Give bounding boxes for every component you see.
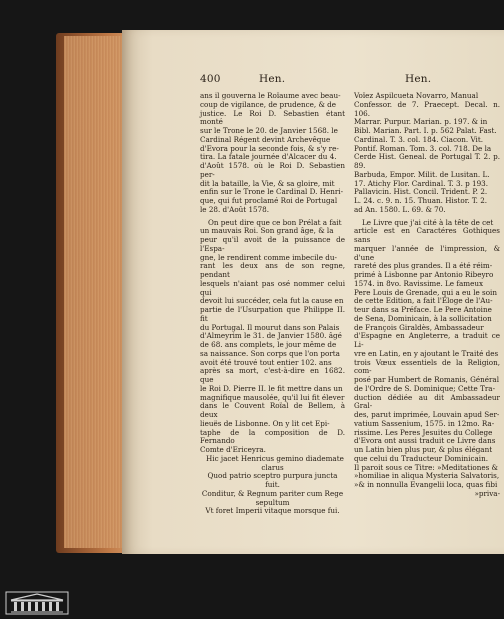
text-line: un mauvais Roi. Son grand âge, & la <box>200 226 334 236</box>
page-number: 400 <box>200 73 221 85</box>
text-line: 17. Atichy Flor. Cardinal. T. 3. p 193. <box>354 178 489 188</box>
text-line: dans le Couvent Roïal de Bellem, à deux <box>200 401 345 419</box>
text-line: posé par Humbert de Romanis, Général <box>354 375 499 384</box>
text-line: duction dédiée au dit Ambassadeur Gral- <box>354 392 500 411</box>
text-line: »homiliae in aliqua Mysteria Salvatoris, <box>354 471 500 481</box>
text-line: vre en Latin, en y ajoutant le Traité des <box>354 348 499 358</box>
text-line: d'Evora ont aussi traduit ce Livre dans <box>354 436 496 446</box>
text-line: le Roi D. Pierre II. le fit mettre dans un <box>200 383 343 393</box>
text-line: sa naissance. Son corps que l'on porta <box>200 348 340 358</box>
text-line: sur le Trone le 20. de Janvier 1568. le <box>200 126 338 135</box>
text-line: Bibl. Marian. Part. I. p. 562 Palat. Fast. <box>354 126 497 135</box>
epitaph-line: fuit. <box>265 480 280 489</box>
epitaph-line: Hic jacet Henricus gemino diademate <box>206 453 344 463</box>
text-line: devoit lui succéder, cela fut la cause en <box>200 296 344 306</box>
text-line: rissime. Les Peres Jesuites du College <box>354 427 493 437</box>
text-line: rareté des plus grandes. Il a été réim- <box>354 261 493 271</box>
library-logo-icon[interactable] <box>5 591 69 615</box>
text-line: On peut dire que ce bon Prélat a fait <box>208 217 342 227</box>
text-line: Cardinal Régent devint Archevêque <box>200 134 331 144</box>
text-line: article est en Caractéres Gothiques sans <box>354 226 500 244</box>
text-line: trois Vœux essentiels de la Religion, com- <box>354 357 500 376</box>
text-line: Marrar. Purpur. Marian. p. 197. & in <box>354 117 488 127</box>
text-line: partie de l'Usurpation que Philippe II. fit <box>200 305 345 323</box>
epitaph-line: Vt foret Imperii vitaque morsque fui. <box>205 506 340 516</box>
text-line: coup de vigilance, de prudence, & de <box>200 99 337 109</box>
text-line: justice. Le Roi D. Sebastien étant monté <box>200 108 345 127</box>
epitaph-line: Quod patrio sceptro purpura juncta <box>207 471 338 481</box>
epitaph-line: Conditur, & Regnum pariter cum Rege <box>201 488 344 498</box>
viewer-footer <box>0 588 504 618</box>
text-line: de 68. ans complets, le jour même de <box>200 340 337 349</box>
text-line: taphe de la composition de D. Fernando <box>200 427 345 446</box>
text-line: Cerde Hist. Geneal. de Portugal T. 2. p. 89. <box>354 152 500 170</box>
text-line: tira. La fatale journée d'Alcacer du 4. <box>200 152 337 162</box>
text-line: Pere Louis de Grenade, qui a eu le soin <box>354 287 497 297</box>
text-line: ad An. 1580. L. 69. & 70. <box>354 204 446 214</box>
text-line: ans il gouverna le Roïaume avec beau- <box>200 91 341 100</box>
text-line: lesquels n'aiant pas osé nommer celui qui <box>200 278 345 297</box>
text-line: d'Evora pour la seconde fois, & s'y re- <box>200 143 339 153</box>
text-line: de cette Edition, a fait l'Eloge de l'Au- <box>354 296 493 306</box>
running-head-left: Hen. <box>259 73 286 85</box>
text-line: avoit été trouvé tout entier 102. ans <box>200 357 332 367</box>
text-line: Il paroit sous ce Titre: »Meditationes & <box>354 462 498 472</box>
left-text-column <box>200 92 345 516</box>
text-line: teur dans sa Préface. Le Pere Antoine <box>354 305 492 314</box>
book-fore-edge <box>64 36 126 548</box>
text-line: que, qui fut proclamé Roi de Portugal <box>200 196 338 205</box>
text-line: Le Livre que j'ai cité à la tête de cet <box>362 217 494 227</box>
text-line: d'Août 1578. où le Roi D. Sebastien per- <box>200 161 345 179</box>
text-line: des, parut imprimée, Louvain apud Ser- <box>354 410 500 419</box>
text-line: »priva- <box>474 488 500 498</box>
text-line: L. 24. c. 9. n. 15. Thuan. Histor. T. 2. <box>354 196 488 205</box>
text-line: le 28. d'Août 1578. <box>200 204 270 214</box>
text-line: de François Giraldès, Ambassadeur <box>354 322 484 332</box>
text-line: marquer l'année de l'impression, & d'une <box>354 243 500 262</box>
text-line: Comte d'Ericeyra. <box>200 445 266 454</box>
text-line: de Sena, Dominicain, à la sollicitation <box>354 313 492 323</box>
text-line: peur qu'il avoit de la puissance de l'Espa- <box>200 235 345 253</box>
text-line: vatium Sassenium, 1575. in 12mo. Ra- <box>354 418 495 428</box>
text-line: de l'Ordre de S. Dominique; Cette Tra- <box>354 383 496 393</box>
text-line: d'Almeyrim le 31. de Janvier 1580. âgé <box>200 331 342 341</box>
running-head-right: Hen. <box>405 73 432 85</box>
text-line: rant les deux ans de son regne, pendant <box>200 261 345 279</box>
epitaph-line: clarus <box>261 462 284 472</box>
text-line: Barbuda, Empor. Milit. de Lusitan. L. <box>354 169 490 179</box>
text-line: gne, le rendirent comme imbecile du- <box>200 252 337 262</box>
text-line: après sa mort, c'est-à-dire en 1682. que <box>200 366 345 384</box>
text-line: d'Espagne en Angleterre, a traduit ce Li- <box>354 331 500 349</box>
text-line: magnifique mausolée, qu'il lui fit élever <box>200 392 345 402</box>
text-line: Confessor. de 7. Praecept. Decal. n. 106. <box>354 99 500 118</box>
text-line: »& in nonnulla Evangelii loca, quas fibi <box>354 480 498 489</box>
text-line: un Latin bien plus pur, & plus élégant <box>354 445 493 454</box>
text-line: Voïez Aspilcueta Novarro, Manual <box>354 91 479 100</box>
text-line: enfin sur le Trone le Cardinal D. Henri- <box>200 187 344 197</box>
text-line: lieuës de Lisbonne. On y lit cet Epi- <box>200 418 330 428</box>
text-line: Cardinal. T. 3. col. 184. Ciacon. Vit. <box>354 134 484 144</box>
text-line: 1574. in 8vo. Ravissime. Le fameux <box>354 278 484 288</box>
text-line: que celui du Traducteur Dominicain. <box>354 453 488 463</box>
text-line: primé à Lisbonne par Antonio Ribeyro <box>354 270 494 279</box>
text-line: dit la bataille, la Vie, & sa gloire, mit <box>200 178 335 188</box>
right-text-column <box>354 92 500 499</box>
text-line: Pontif. Roman. Tom. 3. col. 718. De la <box>354 143 492 153</box>
epitaph-line: sepultum <box>255 497 290 507</box>
text-line: du Portugal. Il mourut dans son Palais <box>200 322 340 332</box>
text-line: Pallavicin. Hist. Concil. Trident. P. 2. <box>354 187 488 197</box>
